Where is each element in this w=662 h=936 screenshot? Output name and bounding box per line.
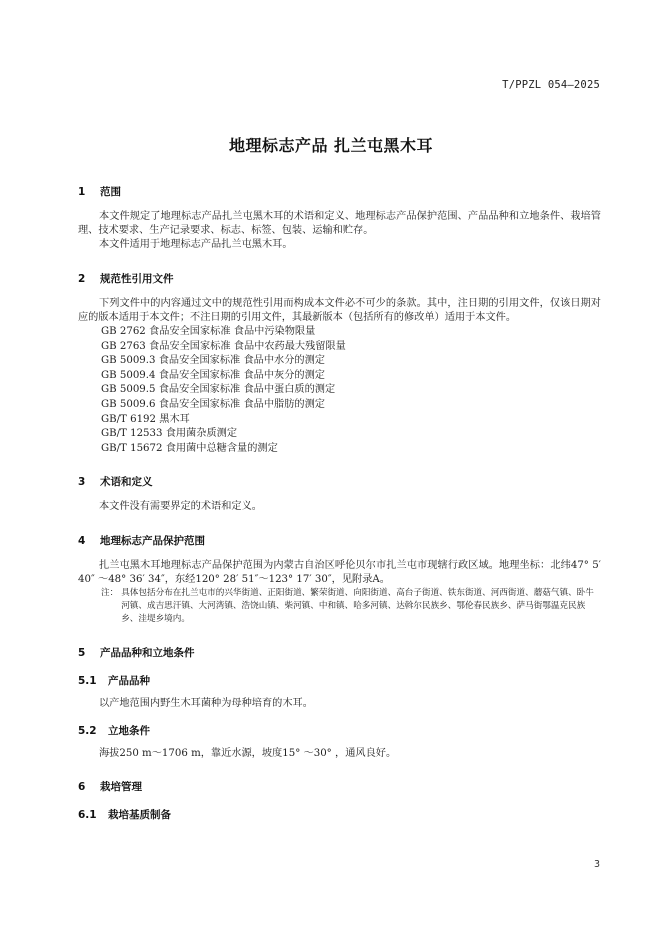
reference-item: GB/T 15672 食用菌中总糖含量的测定 <box>101 442 278 454</box>
reference-item: GB 2762 食品安全国家标准 食品中污染物限量 <box>101 326 316 338</box>
section-1-heading <box>78 184 601 200</box>
reference-item: GB 5009.5 食品安全国家标准 食品中蛋白质的测定 <box>101 384 336 396</box>
protection-scope-note <box>78 587 601 627</box>
site-conditions-paragraph: 海拔250 m～1706 m，靠近水源，坡度15° ～30° ，通风良好。 <box>99 747 397 759</box>
section-number: 3 <box>78 476 86 489</box>
subsection-title: 产品品种 <box>108 674 150 687</box>
section-5-heading <box>78 645 601 661</box>
reference-item: GB 2763 食品安全国家标准 食品中农药最大残留限量 <box>101 340 346 352</box>
section-title: 栽培管理 <box>100 780 142 793</box>
document-body <box>78 184 601 823</box>
reference-item: GB 5009.6 食品安全国家标准 食品中脂肪的测定 <box>101 398 325 410</box>
page-number: 3 <box>593 859 600 870</box>
subsection-title: 栽培基质制备 <box>108 808 171 821</box>
section-number: 1 <box>78 186 86 198</box>
reference-item: GB 5009.4 食品安全国家标准 食品中灰分的测定 <box>101 369 325 381</box>
subsection-title: 立地条件 <box>108 724 150 737</box>
section-title: 地理标志产品保护范围 <box>100 534 205 547</box>
product-variety-paragraph: 以产地范围内野生木耳菌种为母种培育的木耳。 <box>99 697 313 709</box>
reference-item: GB/T 6192 黑木耳 <box>101 413 190 425</box>
section-title: 范围 <box>100 186 121 198</box>
standard-code: T/PPZL 054—2025 <box>502 79 600 91</box>
note-text: 具体包括分布在扎兰屯市的兴华街道、正阳街道、繁荣街道、向阳街道、高台子街道、铁东街道、河西街道、蘑菇气镇、卧牛河镇、成吉思汗镇、大河湾镇、浩饶山镇、柴河镇、中和镇、哈多河镇、达斡尔民族乡、鄂伦春民族乡、萨马街鄂温克民族乡、洼堤乡境内。 <box>121 587 594 625</box>
reference-item: GB 5009.3 食品安全国家标准 食品中水分的测定 <box>101 355 325 367</box>
section-6-heading <box>78 779 601 795</box>
scope-applicability-paragraph: 本文件适用于地理标志产品扎兰屯黑木耳。 <box>99 239 293 251</box>
reference-list <box>78 325 601 456</box>
section-number: 5 <box>78 646 86 659</box>
section-3-heading <box>78 474 601 490</box>
note-label: 注： <box>101 587 119 598</box>
section-title: 产品品种和立地条件 <box>100 646 195 659</box>
subsection-6-1-heading <box>78 807 601 823</box>
subsection-number: 5.2 <box>78 724 97 737</box>
subsection-5-1-heading <box>78 673 601 689</box>
reference-item: GB/T 12533 食用菌杂质测定 <box>101 428 238 440</box>
section-number: 4 <box>78 534 86 547</box>
section-2-heading <box>78 271 601 287</box>
protection-scope-paragraph: 扎兰屯黑木耳地理标志产品保护范围为内蒙古自治区呼伦贝尔市扎兰屯市现辖行政区域。地理坐标：北纬47° 5′ 40″ ～48° 36′ 34″，东经120° 28′ 51″～123° 17′ 30″，见附录A。 <box>78 559 601 585</box>
section-4-heading <box>78 533 601 549</box>
subsection-number: 5.1 <box>78 674 97 687</box>
subsection-5-2-heading <box>78 723 601 739</box>
document-title: 地理标志产品 扎兰屯黑木耳 <box>228 136 434 155</box>
terms-paragraph: 本文件没有需要界定的术语和定义。 <box>99 501 262 513</box>
section-number: 6 <box>78 780 86 793</box>
section-title: 术语和定义 <box>100 476 153 489</box>
section-title: 规范性引用文件 <box>100 272 174 285</box>
normative-references-intro: 下列文件中的内容通过文中的规范性引用而构成本文件必不可少的条款。其中，注日期的引用文件，仅该日期对应的版本适用于本文件；不注日期的引用文件，其最新版本（包括所有的修改单）适用于本文件。 <box>78 297 601 323</box>
subsection-number: 6.1 <box>78 808 97 821</box>
section-number: 2 <box>78 272 86 285</box>
scope-paragraph: 本文件规定了地理标志产品扎兰屯黑木耳的术语和定义、地理标志产品保护范围、产品品种和立地条件、栽培管理、技术要求、生产记录要求、标志、标签、包装、运输和贮存。 <box>78 211 601 237</box>
